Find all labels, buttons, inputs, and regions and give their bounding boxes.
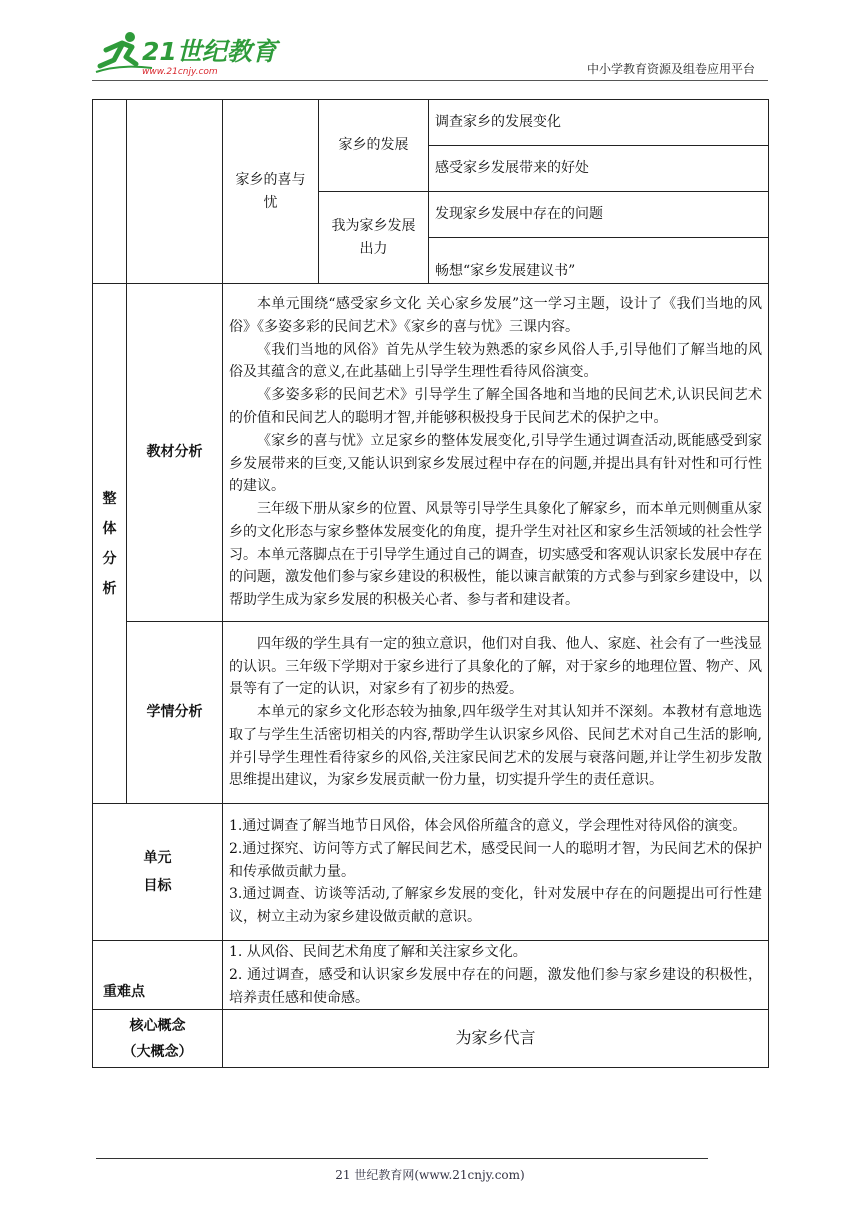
header-divider xyxy=(92,80,768,81)
goals-label-line: 单元 xyxy=(143,850,172,866)
activity-item: 调查家乡的发展变化 xyxy=(429,100,769,146)
material-paragraph: 《多姿多彩的民间艺术》引导学生了解全国各地和当地的民间艺术,认识民间艺术的价值和民间艺人的聪明才智,并能够积极投身于民间艺术的保护之中。 xyxy=(229,387,762,426)
runner-logo-icon xyxy=(92,30,277,78)
unit-goals-content xyxy=(223,804,769,941)
overall-analysis-label xyxy=(93,284,127,804)
material-paragraph: 本单元围绕“感受家乡文化 关心家乡发展”这一学习主题，设计了《我们当地的风俗》《多姿多彩的民间艺术》《家乡的喜与忧》三课内容。 xyxy=(229,295,762,335)
goal-item: 2.通过探究、访问等方式了解民间艺术，感受民间一人的聪明才智，为民间艺术的保护和传承做贡献力量。 xyxy=(229,840,762,880)
key-point-item: 2. 通过调查，感受和认识家乡发展中存在的问题，激发他们参与家乡建设的积极性，培养责任感和使命感。 xyxy=(229,966,762,1006)
blank-cell-second xyxy=(127,100,223,284)
activity-item: 发现家乡发展中存在的问题 xyxy=(429,192,769,238)
key-points-content xyxy=(223,941,769,1010)
footer-divider xyxy=(96,1158,708,1159)
overall-char: 析 xyxy=(102,580,117,597)
material-paragraph: 三年级下册从家乡的位置、风景等引导学生具象化了解家乡，而本单元则侧重从家乡的文化形态与家乡整体发展变化的角度，提升学生对社区和家乡生活领域的社会性学习。本单元落脚点在于引导学生通过自己的调查，切实感受和客观认识家长发展中存在的问题，激发他们参与家乡建设的积极性，能以谏言献策的方式参与到家乡建设中，以帮助学生成为家乡发展的积极关心者、参与者和建设者。 xyxy=(229,501,762,609)
overall-char: 分 xyxy=(102,550,117,567)
overall-char: 整 xyxy=(102,490,117,507)
learner-analysis-label: 学情分析 xyxy=(127,622,223,804)
activity-item: 畅想“家乡发展建议书” xyxy=(429,238,769,284)
overall-char: 体 xyxy=(102,520,117,537)
blank-cell-left xyxy=(93,100,127,284)
core-concept-label xyxy=(93,1010,223,1068)
footer-text: 21 世纪教育网(www.21cnjy.com) xyxy=(335,1168,525,1182)
activity-item: 感受家乡发展带来的好处 xyxy=(429,146,769,192)
material-paragraph: 《家乡的喜与忧》立足家乡的整体发展变化,引导学生通过调查活动,既能感受到家乡发展带来的巨变,又能认识到家乡发展过程中存在的问题,并提出具有针对性和可行性的建议。 xyxy=(229,432,762,495)
platform-name: 中小学教育资源及组卷应用平台 xyxy=(586,62,755,76)
subtopic-contribute: 我为家乡发展出力 xyxy=(319,192,429,284)
logo-text: 21世纪教育 xyxy=(142,37,277,66)
material-analysis-content xyxy=(223,284,769,622)
unit-goals-label xyxy=(93,804,223,941)
core-label-line: 核心概念 xyxy=(129,1017,186,1034)
material-paragraph: 《我们当地的风俗》首先从学生较为熟悉的家乡风俗人手,引导他们了解当地的风俗及其蕴含的意义,在此基础上引导学生理性看待风俗演变。 xyxy=(229,341,762,381)
material-analysis-label: 教材分析 xyxy=(127,284,223,622)
goals-label-line: 目标 xyxy=(143,878,172,894)
key-point-item: 1. 从风俗、民间艺术角度了解和关注家乡文化。 xyxy=(229,944,527,960)
key-points-label: 重难点 xyxy=(93,941,223,1010)
goal-item: 1.通过调查了解当地节日风俗，体会风俗所蕴含的意义，学会理性对待风俗的演变。 xyxy=(229,818,747,834)
learner-paragraph: 四年级的学生具有一定的独立意识，他们对自我、他人、家庭、社会有了一些浅显的认识。三年级下学期对于家乡进行了具象化的了解，对于家乡的地理位置、物产、风景等有了一定的认识，对家乡有了初步的热爱。 xyxy=(229,635,762,698)
core-label-line: （大概念） xyxy=(122,1043,193,1060)
logo-url: www.21cnjy.com xyxy=(142,67,218,77)
subtopic-development: 家乡的发展 xyxy=(319,100,429,192)
core-concept-value: 为家乡代言 xyxy=(223,1010,769,1068)
goal-item: 3.通过调查、访谈等活动,了解家乡发展的变化，针对发展中存在的问题提出可行性建议，树立主动为家乡建设做贡献的意识。 xyxy=(229,886,762,926)
site-logo xyxy=(92,30,277,78)
topic-cell: 家乡的喜与忧 xyxy=(223,100,319,284)
learner-paragraph: 本单元的家乡文化形态较为抽象,四年级学生对其认知并不深刻。本教材有意地选取了与学生生活密切相关的内容,帮助学生认识家乡风俗、民间艺术对自己生活的影响,并引导学生理性看待家乡的风俗,关注家民间艺术的发展与衰落问题,并让学生初步发散思维提出建议，为家乡发展贡献一份力量，切实提升学生的责任意识。 xyxy=(229,704,762,789)
learner-analysis-content xyxy=(223,622,769,804)
unit-plan-table xyxy=(92,99,769,1068)
